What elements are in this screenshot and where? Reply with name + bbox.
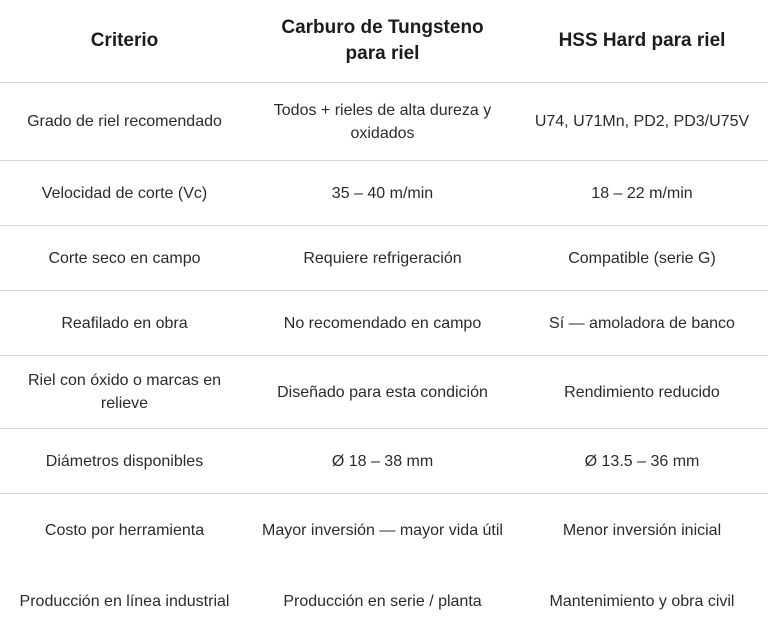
cell-carburo: 35 – 40 m/min — [331, 184, 434, 202]
cell-carburo: No recomendado en campo — [283, 314, 482, 332]
cell-hss: U74, U71Mn, PD2, PD3/U75V — [534, 113, 750, 130]
cell-hss: Mantenimiento y obra civil — [549, 592, 735, 610]
table-row — [0, 429, 768, 494]
table-row — [0, 291, 768, 356]
cell-criterio: Velocidad de corte (Vc) — [41, 184, 208, 202]
cell-criterio: Reafilado en obra — [61, 314, 188, 332]
cell-hss: 18 – 22 m/min — [591, 184, 693, 202]
header-hss: HSS Hard para riel — [558, 30, 726, 51]
table-row — [0, 83, 768, 161]
header-criterio: Criterio — [90, 30, 159, 51]
cell-hss: Menor inversión inicial — [562, 521, 722, 539]
table-row — [0, 494, 768, 567]
cell-carburo: Diseñado para esta condición — [277, 383, 488, 401]
cell-carburo: Producción en serie / planta — [283, 592, 482, 610]
cell-carburo: Ø 18 – 38 mm — [331, 452, 434, 470]
table-header-row — [0, 0, 768, 83]
table-row — [0, 226, 768, 291]
cell-criterio: Producción en línea industrial — [19, 592, 230, 610]
cell-carburo: Requiere refrigeración — [303, 249, 462, 267]
table-row — [0, 161, 768, 226]
cell-criterio: Diámetros disponibles — [45, 452, 204, 470]
cell-hss: Rendimiento reducido — [564, 383, 720, 401]
cell-carburo: Mayor inversión — mayor vida útil — [262, 521, 503, 539]
table-row — [0, 566, 768, 636]
cell-carburo: Todos + rieles de alta dureza y oxidados — [273, 101, 492, 142]
header-carburo: Carburo de Tungsteno para riel — [281, 17, 484, 64]
cell-hss: Sí — amoladora de banco — [549, 314, 735, 332]
cell-criterio: Costo por herramienta — [44, 521, 205, 539]
cell-criterio: Grado de riel recomendado — [27, 113, 222, 130]
table-row — [0, 356, 768, 429]
cell-criterio: Corte seco en campo — [48, 249, 201, 267]
cell-criterio: Riel con óxido o marcas en relieve — [28, 372, 221, 412]
cell-hss: Ø 13.5 – 36 mm — [584, 452, 700, 470]
cell-hss: Compatible (serie G) — [568, 249, 716, 267]
